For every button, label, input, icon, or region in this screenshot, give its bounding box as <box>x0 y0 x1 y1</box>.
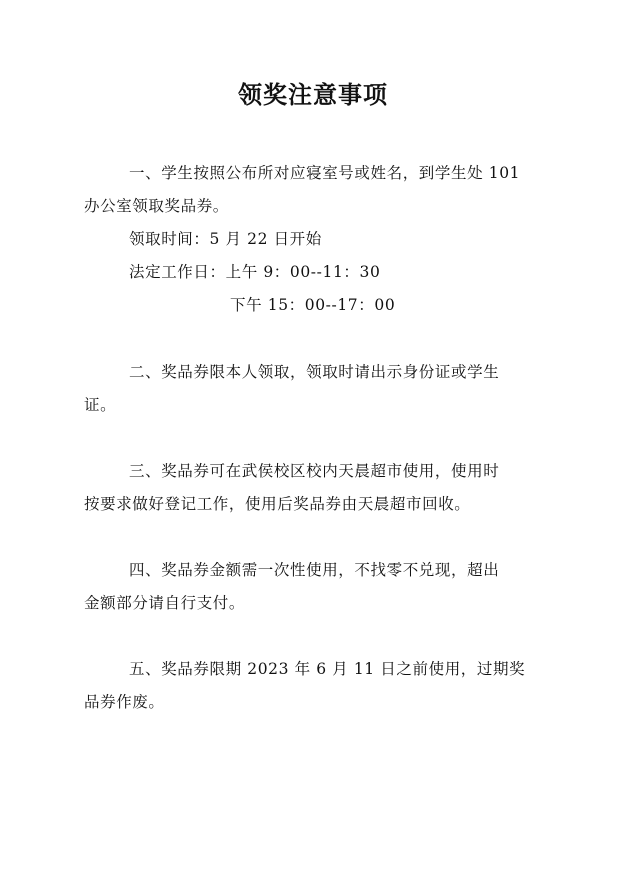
pickup-time: 领取时间：5 月 22 日开始 <box>129 230 322 248</box>
section-4-line-2: 金额部分请自行支付。 <box>84 594 246 612</box>
document-title: 领奖注意事项 <box>238 80 388 109</box>
section-3-line-1: 三、奖品券可在武侯校区校内天晨超市使用，使用时 <box>129 462 500 480</box>
section-2-line-2: 证。 <box>84 396 117 414</box>
section-2-line-1: 二、奖品券限本人领取，领取时请出示身份证或学生 <box>129 363 500 381</box>
section-5-line-1: 五、奖品券限期 2023 年 6 月 11 日之前使用，过期奖 <box>129 660 526 678</box>
workday-morning-hours: 法定工作日：上午 9：00--11：30 <box>129 263 381 281</box>
section-5-line-2: 品券作废。 <box>84 693 165 711</box>
section-4-line-1: 四、奖品券金额需一次性使用，不找零不兑现，超出 <box>129 561 500 579</box>
section-1-line-1: 一、学生按照公布所对应寝室号或姓名，到学生处 101 <box>129 164 521 182</box>
section-3-line-2: 按要求做好登记工作，使用后奖品券由天晨超市回收。 <box>84 495 471 513</box>
workday-afternoon-hours: 下午 15：00--17：00 <box>230 296 396 314</box>
section-1-line-2: 办公室领取奖品券。 <box>84 197 229 215</box>
